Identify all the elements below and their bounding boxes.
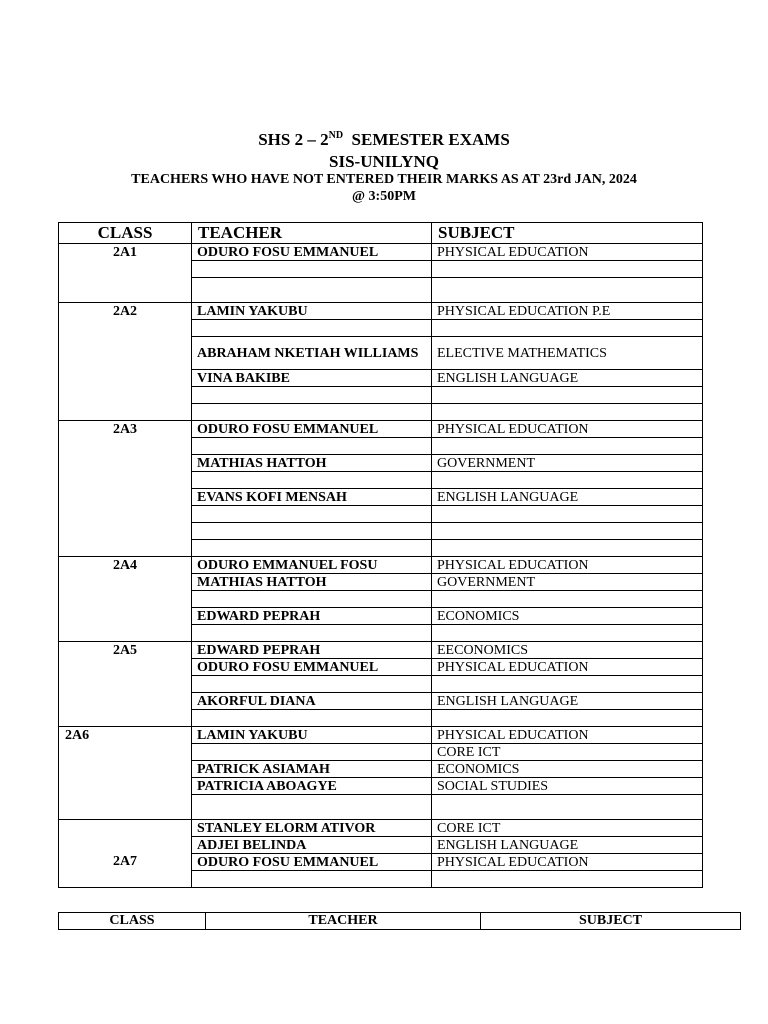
subject-cell <box>432 625 703 642</box>
document-title <box>0 130 768 150</box>
teacher-cell <box>192 472 432 489</box>
class-cell <box>59 244 192 303</box>
document-subtitle: SIS-UNILYNQ <box>329 152 439 171</box>
subject-cell: PHYSICAL EDUCATION <box>432 659 703 676</box>
table-header-row <box>59 223 703 244</box>
teacher-cell: ODURO EMMANUEL FOSU <box>192 557 432 574</box>
teacher-cell <box>192 710 432 727</box>
subject-cell: EECONOMICS <box>432 642 703 659</box>
teacher-cell: EDWARD PEPRAH <box>192 608 432 625</box>
teacher-cell <box>192 871 432 888</box>
table-row <box>59 557 703 574</box>
teacher-cell <box>192 404 432 421</box>
subject-cell: ENGLISH LANGUAGE <box>432 837 703 854</box>
table-row <box>59 820 703 837</box>
teacher-cell: LAMIN YAKUBU <box>192 727 432 744</box>
teacher-cell <box>192 278 432 303</box>
subject-cell <box>432 320 703 337</box>
subject-cell: ENGLISH LANGUAGE <box>432 693 703 710</box>
continuation-header-row <box>59 913 741 930</box>
teacher-cell: ODURO FOSU EMMANUEL <box>192 659 432 676</box>
teacher-cell <box>192 625 432 642</box>
table-body <box>59 244 703 888</box>
title-rest: SEMESTER EXAMS <box>343 130 510 149</box>
subject-cell <box>432 676 703 693</box>
subject-cell <box>432 438 703 455</box>
subject-cell: CORE ICT <box>432 744 703 761</box>
table-row <box>59 244 703 261</box>
subject-cell: PHYSICAL EDUCATION <box>432 421 703 438</box>
table-row <box>59 303 703 320</box>
teacher-cell <box>192 438 432 455</box>
subject-cell: ECONOMICS <box>432 761 703 778</box>
footer-header-class: CLASS <box>59 913 206 930</box>
subject-cell: PHYSICAL EDUCATION P.E <box>432 303 703 320</box>
subject-cell <box>432 795 703 820</box>
teacher-cell <box>192 795 432 820</box>
teacher-cell <box>192 261 432 278</box>
teacher-cell: EVANS KOFI MENSAH <box>192 489 432 506</box>
footer-header-subject: SUBJECT <box>481 913 741 930</box>
teacher-cell: LAMIN YAKUBU <box>192 303 432 320</box>
teacher-cell: ODURO FOSU EMMANUEL <box>192 854 432 871</box>
teacher-cell: ODURO FOSU EMMANUEL <box>192 421 432 438</box>
subject-cell: PHYSICAL EDUCATION <box>432 854 703 871</box>
teacher-cell: STANLEY ELORM ATIVOR <box>192 820 432 837</box>
class-cell <box>59 727 192 820</box>
subject-cell: CORE ICT <box>432 820 703 837</box>
class-label: 2A1 <box>112 245 138 260</box>
teacher-cell <box>192 676 432 693</box>
subject-cell <box>432 710 703 727</box>
continuation-table-header <box>58 912 741 930</box>
subject-cell <box>432 404 703 421</box>
subject-cell: ELECTIVE MATHEMATICS <box>432 337 703 370</box>
teacher-cell: MATHIAS HATTOH <box>192 455 432 472</box>
class-cell <box>59 303 192 421</box>
time-line: @ 3:50PM <box>352 189 416 204</box>
footer-header-teacher: TEACHER <box>206 913 481 930</box>
subject-cell <box>432 871 703 888</box>
subject-cell <box>432 540 703 557</box>
title-main: SHS 2 – 2 <box>258 130 329 149</box>
subject-cell: GOVERNMENT <box>432 574 703 591</box>
teacher-cell <box>192 540 432 557</box>
class-cell <box>59 820 192 888</box>
subject-cell: ECONOMICS <box>432 608 703 625</box>
subject-cell: GOVERNMENT <box>432 455 703 472</box>
class-label: 2A7 <box>112 854 138 869</box>
subject-cell: PHYSICAL EDUCATION <box>432 244 703 261</box>
teacher-cell: EDWARD PEPRAH <box>192 642 432 659</box>
subject-cell: PHYSICAL EDUCATION <box>432 557 703 574</box>
teacher-cell <box>192 523 432 540</box>
table-row <box>59 727 703 744</box>
header-teacher: TEACHER <box>192 223 432 244</box>
marks-table <box>58 222 703 888</box>
subject-cell: PHYSICAL EDUCATION <box>432 727 703 744</box>
subject-cell <box>432 591 703 608</box>
teacher-cell: PATRICIA ABOAGYE <box>192 778 432 795</box>
subject-cell <box>432 261 703 278</box>
teacher-cell <box>192 506 432 523</box>
teacher-cell <box>192 320 432 337</box>
teacher-cell <box>192 387 432 404</box>
subject-cell: ENGLISH LANGUAGE <box>432 489 703 506</box>
teacher-cell <box>192 591 432 608</box>
title-superscript: ND <box>328 130 344 141</box>
teacher-cell: ABRAHAM NKETIAH WILLIAMS <box>192 337 432 370</box>
subject-cell: ENGLISH LANGUAGE <box>432 370 703 387</box>
class-label: 2A5 <box>112 643 138 658</box>
table-row <box>59 642 703 659</box>
subject-cell <box>432 523 703 540</box>
subject-cell <box>432 387 703 404</box>
subject-cell <box>432 278 703 303</box>
notice-line: TEACHERS WHO HAVE NOT ENTERED THEIR MARKS AS AT 23rd JAN, 2024 <box>131 172 637 187</box>
class-cell <box>59 642 192 727</box>
teacher-cell <box>192 744 432 761</box>
header-class: CLASS <box>59 223 192 244</box>
class-label: 2A2 <box>112 304 138 319</box>
table-row <box>59 421 703 438</box>
teacher-cell: AKORFUL DIANA <box>192 693 432 710</box>
subject-cell <box>432 472 703 489</box>
class-label: 2A4 <box>112 558 138 573</box>
class-label: 2A6 <box>65 728 90 743</box>
subject-cell: SOCIAL STUDIES <box>432 778 703 795</box>
teacher-cell: MATHIAS HATTOH <box>192 574 432 591</box>
teacher-cell: PATRICK ASIAMAH <box>192 761 432 778</box>
class-cell <box>59 557 192 642</box>
class-cell <box>59 421 192 557</box>
teacher-cell: VINA BAKIBE <box>192 370 432 387</box>
teacher-cell: ODURO FOSU EMMANUEL <box>192 244 432 261</box>
header-subject: SUBJECT <box>432 223 703 244</box>
subject-cell <box>432 506 703 523</box>
class-label: 2A3 <box>112 422 138 437</box>
teacher-cell: ADJEI BELINDA <box>192 837 432 854</box>
